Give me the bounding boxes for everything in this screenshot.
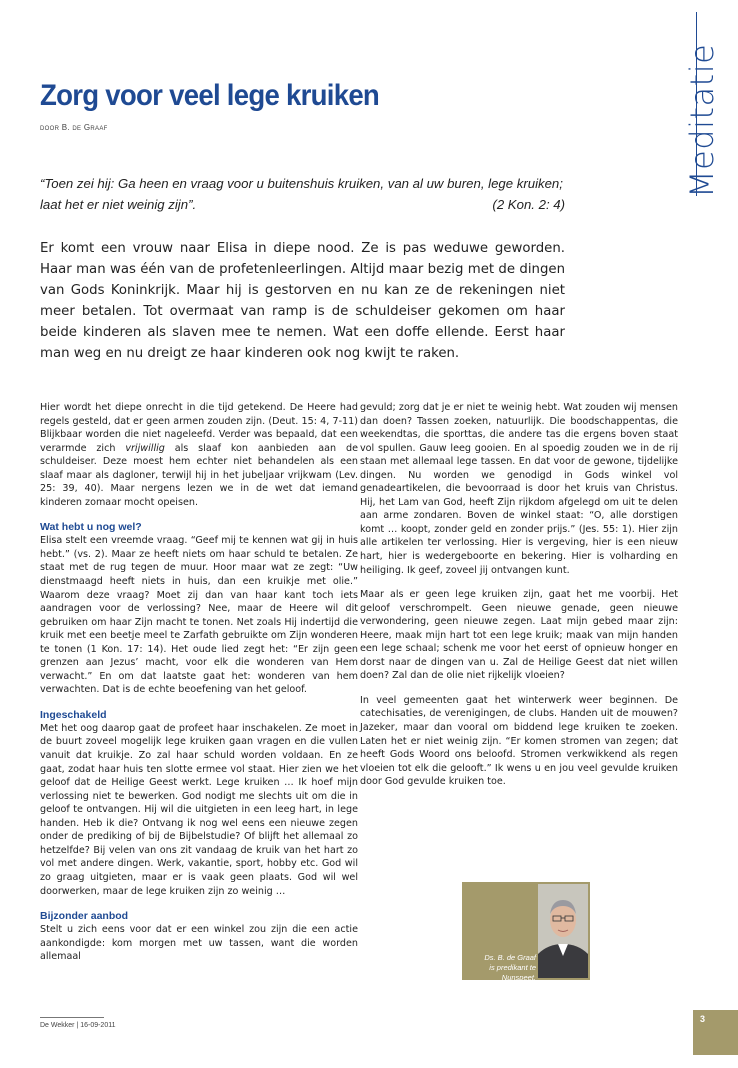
scripture-quote	[40, 173, 565, 215]
caption-role: is predikant te Nunspeet.	[489, 963, 536, 982]
subheading-ingeschakeld: Ingeschakeld	[40, 708, 107, 721]
footer-publication: De Wekker | 16-09-2011	[40, 1022, 116, 1029]
section-label: Meditatie	[683, 43, 721, 198]
photo-caption	[470, 953, 536, 983]
subheading-wat-hebt-u: Wat hebt u nog wel?	[40, 521, 142, 534]
lead-paragraph: Er komt een vrouw naar Elisa in diepe nood. Ze is pas weduwe geworden. Haar man was één van de profetenleerlingen. Altijd maar bezig met de dingen van Gods Koninkrijk. Maar hij is gestorven en nu kan ze de rekeningen niet meer betalen. Tot overmaat van ramp is de schuldeiser gekomen om haar beide kinderen als slaven mee te nemen. Wat een doffe ellende. Eerst haar man weg en nu dreigt ze haar kinderen ook nog kwijt te raken.	[40, 241, 565, 361]
quote-reference: (2 Kon. 2: 4)	[492, 197, 565, 212]
column-left	[40, 401, 358, 975]
body-paragraph: Stelt u zich eens voor dat er een winkel zou zijn die een actie aankondigde: kom morgen met uw tassen, want die worden allemaal	[40, 924, 358, 963]
body-paragraph: Maar als er geen lege kruiken zijn, gaat het me voorbij. Het geloof verschrompelt. Geen nieuwe genade, geen nieuwe verwondering, geen nieuwe zegen. Laat mijn gebed maar zijn: Heere, maak mijn hart tot een lege kruik; maak van mijn handen een lege schaal; schenk me voor het eerst of opnieuw honger en dorst naar de dingen van u. Zal de Heilige Geest dat niet willen doen? Zal dan de olie niet rijkelijk vloeien?	[360, 589, 678, 682]
quote-text: “Toen zei hij: Ga heen en vraag voor u buitenshuis kruiken, van al uw buren, lege kruiken; laat het er niet weinig zijn”.	[40, 176, 563, 212]
article-title: Zorg voor veel lege kruiken	[40, 79, 380, 112]
body-paragraph: Met het oog daarop gaat de profeet haar inschakelen. Ze moet in de buurt zoveel mogelijk lege kruiken gaan vragen en die vullen vanuit dat kruikje. Zo zal haar schuld worden voldaan. En ze gaat, zodat haar huis ten slotte ermee vol staat. Hier zien we het geloof dat de Heilige Geest werkt. Lege kruiken … Ik hoef mijn verlossing niet te bewerken. God nodigt me slechts uit om die in geloof te ontvangen. Hij wil die uitgieten in een leeg hart, in lege handen. Heb ik die? Ontvang ik nog wel eens een nieuwe zegen onder de prediking of bij de Bijbelstudie? Of blijft het allemaal zo hetzelfde? Bij velen van ons zit vandaag de kruik van het hart zo vol met andere dingen. Werk, vakantie, sport, hobby etc. God wil zo graag uitgieten, maar er is vaak geen plaats. God wil wel doorwerken, maar de lege kruiken zijn zo weinig …	[40, 722, 358, 897]
subheading-bijzonder-aanbod: Bijzonder aanbod	[40, 910, 129, 923]
body-paragraph: gevuld; zorg dat je er niet te weinig hebt. Wat zouden wij mensen dan doen? Tassen zoeken, natuurlijk. Die boodschappentas, die weekendtas, die sporttas, die andere tas die ergens boven staat vol spullen. Gauw leeg gooien. En al spoedig zouden we in de rij staan met allemaal lege tassen. En dat voor de gewone, tijdelijke dingen. Nu worden we genodigd in Gods winkel vol genadeartikelen, die bevoorraad is door het kruis van Christus. Hij, het Lam van God, heeft Zijn rijkdom afgelegd om uit te delen aan arme zondaren. Boven de winkel staat: “O, alle dorstigen komt … koopt, zonder geld en zonder prijs.” (Jes. 55: 1). Hier zijn alle artikelen ter verlossing. Hier is vergeving, hier is een nieuw hart, hier is wedergeboorte en bekering. Hier is volharding en heiliging. Ik geef, zoveel jij ontvangen kunt.	[360, 402, 678, 576]
caption-name: Ds. B. de Graaf	[484, 953, 536, 962]
body-paragraph: In veel gemeenten gaat het winterwerk weer beginnen. De catechisaties, de verenigingen, de clubs. Handen uit de mouwen? Jazeker, maar dan vooral om biddend lege kruiken te zoeken. Laten het er niet weinig zijn. “Er komen stromen van zegen; dat heeft Gods Woord ons beloofd. Stromen verkwikkend als regen vloeien tot elk die gelooft.” Ik wens u en jou veel gevulde kruiken door God gevulde kruiken toe.	[360, 694, 678, 788]
author-portrait	[538, 884, 588, 978]
byline: door B. de Graaf	[40, 123, 108, 132]
page-number: 3	[700, 1014, 706, 1024]
footer-rule	[40, 1017, 104, 1018]
body-paragraph: Hier wordt het diepe onrecht in die tijd getekend. De Heere had regels gesteld, dat er geen armen zouden zijn. (Deut. 15: 4, 7-11) Blijkbaar worden die niet nageleefd. Verder was bepaald, dat een verarmde zich vrijwillig als slaaf kon aanbieden aan de schuldeiser. Deze moest hem echter niet behandelen als een slaaf maar als dagloner, terwijl hij in het jubeljaar vrijkwam (Lev. 25: 39, 40). Maar nergens lezen we in de wet dat iemand kinderen zomaar mocht opeisen.	[40, 402, 358, 508]
emphasis: vrijwillig	[125, 442, 165, 454]
column-right	[360, 401, 678, 800]
body-paragraph: Elisa stelt een vreemde vraag. “Geef mij te kennen wat gij in huis hebt.” (vs. 2). Maar ze heeft niets om haar schuld te betalen. Ze staat met de rug tegen de muur. Hoor maar wat ze zegt: “Uw dienstmaagd heeft niets in huis, dan een kruikje met olie.” Waarom deze vraag? Moet zij dan van haar kant toch iets aandragen voor de verlossing? Nee, maar de Heere wil dit gebruiken om haar Zijn macht te tonen. Net zoals Hij indertijd die kruik met een beetje meel te Zarfath gebruikte om Zijn wonderen te tonen (1 Kon. 17: 14). Het oude lied zegt het: “Er zijn geen grenzen aan Jezus’ macht, voor elk die wonderen van Hem verwacht.” En om dat laatste gaat het: wonderen van hem verwachten. Dat is de echte beoefening van het geloof.	[40, 535, 358, 696]
